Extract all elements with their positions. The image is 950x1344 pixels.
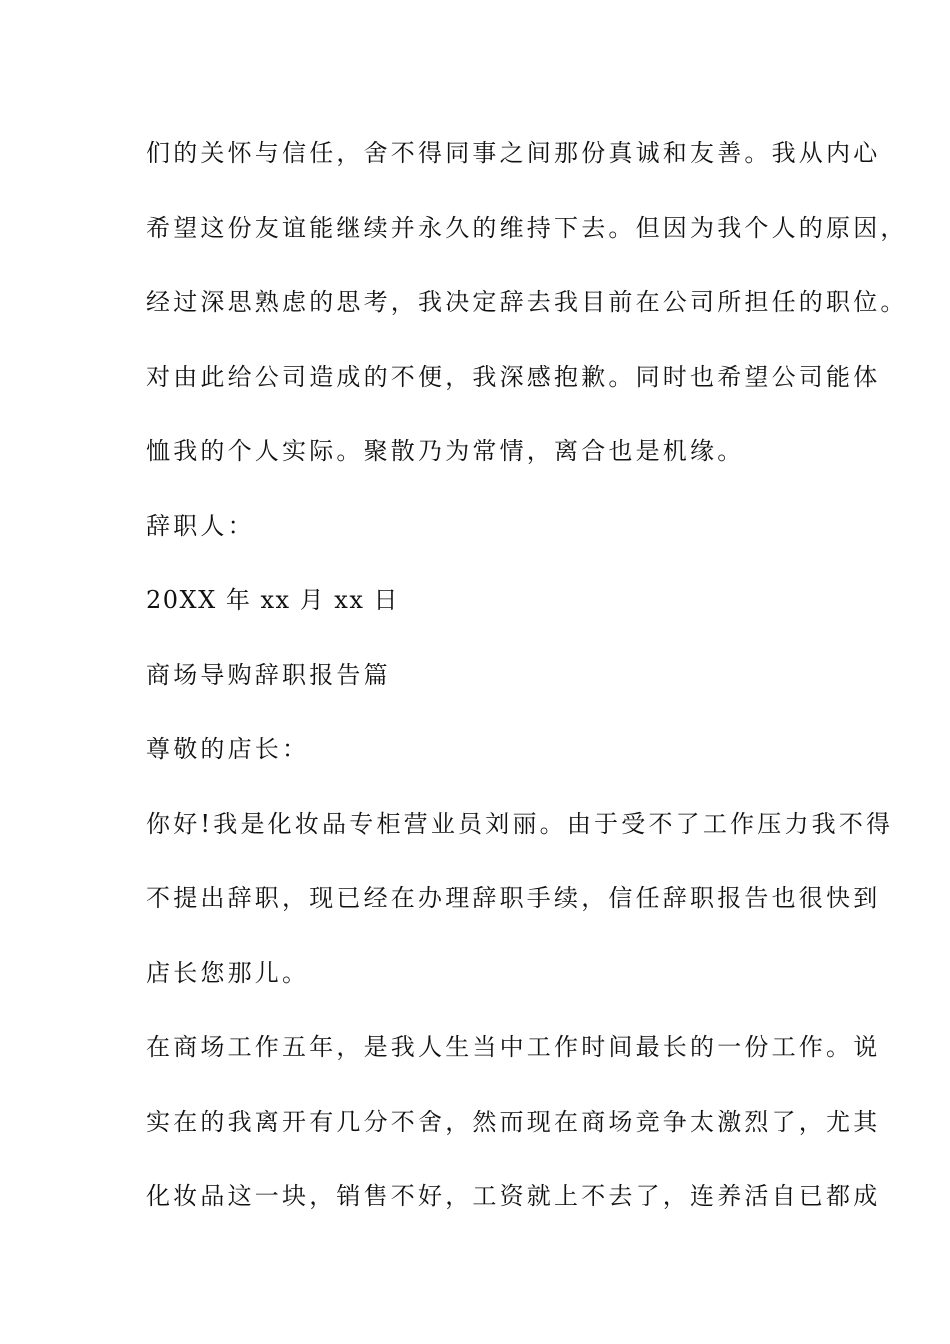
paragraph-line: 店长您那儿。 <box>146 958 310 987</box>
paragraph-line: 们的关怀与信任，舍不得同事之间那份真诚和友善。我从内心 <box>146 139 881 167</box>
paragraph-line: 对由此给公司造成的不便，我深感抱歉。同时也希望公司能体 <box>146 362 881 391</box>
paragraph-line: 化妆品这一块，销售不好，工资就上不去了，连养活自已都成 <box>146 1182 881 1210</box>
signature-label: 辞职人： <box>146 511 255 540</box>
salutation: 尊敬的店长： <box>146 735 310 763</box>
paragraph-line: 希望这份友谊能继续并永久的维持下去。但因为我个人的原因， <box>146 213 908 242</box>
paragraph-line: 恤我的个人实际。聚散乃为常情，离合也是机缘。 <box>146 437 745 465</box>
document-body <box>146 133 908 1251</box>
paragraph-line: 在商场工作五年，是我人生当中工作时间最长的一份工作。说 <box>146 1033 881 1061</box>
paragraph-line: 实在的我离开有几分不舍，然而现在商场竞争太激烈了，尤其 <box>146 1107 881 1136</box>
section-title: 商场导购辞职报告篇 <box>146 660 391 689</box>
paragraph-line: 你好!我是化妆品专柜营业员刘丽。由于受不了工作压力我不得 <box>146 809 894 838</box>
date-line: 20XX 年 xx 月 xx 日 <box>146 586 399 614</box>
paragraph-line: 经过深思熟虑的思考，我决定辞去我目前在公司所担任的职位。 <box>146 288 908 316</box>
paragraph-line: 不提出辞职，现已经在办理辞职手续，信任辞职报告也很快到 <box>146 884 881 912</box>
